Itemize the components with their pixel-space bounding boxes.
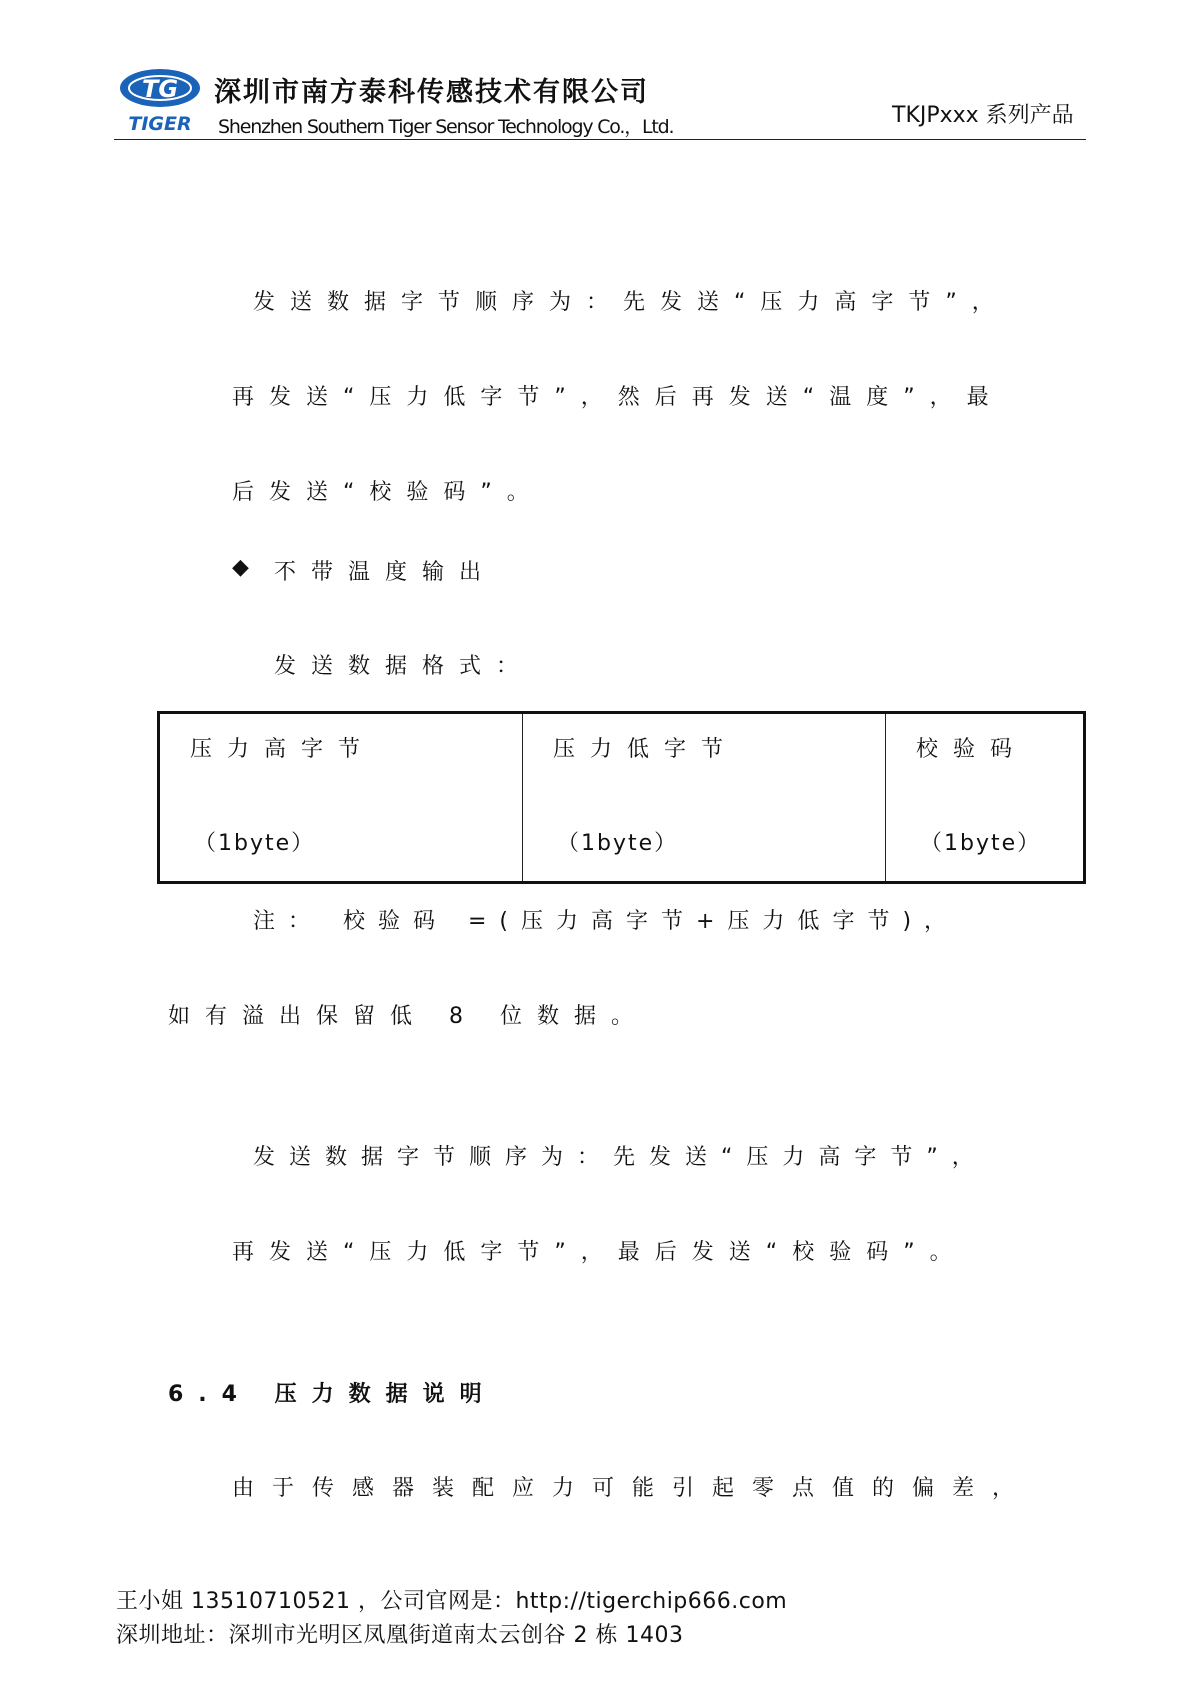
table-cell-name: 校验码 — [916, 737, 1028, 762]
header-divider — [114, 139, 1086, 140]
paragraph-1-line-2: 再发送“压力低字节”，然后再发送“温度”，最 — [232, 385, 1004, 410]
logo-brand-text: TIGER — [128, 113, 192, 135]
paragraph-2-line-1: 发送数据字节顺序为：先发送“压力高字节”， — [253, 1145, 988, 1170]
footer-address: 深圳地址：深圳市光明区凤凰街道南太云创谷 2 栋 1403 — [116, 1623, 684, 1648]
diamond-bullet-icon: ◆ — [232, 555, 249, 580]
checksum-note-line-1: 注： 校验码 =(压力高字节+压力低字节)， — [253, 909, 960, 934]
paragraph-3-line-1: 由于传感器装配应力可能引起零点值的偏差， — [232, 1476, 1033, 1501]
checksum-note-line-2: 如有溢出保留低 8 位数据。 — [168, 1004, 648, 1029]
table-cell-size: （1byte） — [920, 831, 1042, 856]
logo-badge-text: TG — [141, 75, 179, 103]
table-cell-checksum — [886, 713, 1085, 883]
table-cell-pressure-high — [159, 713, 523, 883]
paragraph-1-line-1: 发送数据字节顺序为：先发送“压力高字节”， — [253, 290, 1009, 315]
product-series: TKJPxxx 系列产品 — [892, 103, 1074, 128]
data-format-table — [157, 711, 1086, 884]
section-heading: 6.4 压力数据说明 — [168, 1382, 497, 1407]
format-label: 发送数据格式： — [274, 654, 534, 679]
paragraph-1-line-3: 后发送“校验码”。 — [232, 480, 544, 505]
company-name-en: Shenzhen Southern Tiger Sensor Technology Co.，Ltd. — [218, 116, 674, 138]
company-name-cn: 深圳市南方泰科传感技术有限公司 — [214, 77, 649, 108]
table-cell-size: （1byte） — [557, 831, 679, 856]
footer-contact: 王小姐 13510710521 ，公司官网是：http://tigerchip666.com — [116, 1589, 788, 1614]
bullet-text: 不带温度输出 — [274, 560, 497, 585]
table-cell-name: 压力高字节 — [190, 737, 376, 762]
paragraph-2-line-2: 再发送“压力低字节”，最后发送“校验码”。 — [232, 1240, 967, 1265]
table-cell-name: 压力低字节 — [553, 737, 739, 762]
table-cell-pressure-low — [523, 713, 886, 883]
tiger-logo-icon — [118, 66, 204, 142]
table-cell-size: （1byte） — [194, 831, 316, 856]
